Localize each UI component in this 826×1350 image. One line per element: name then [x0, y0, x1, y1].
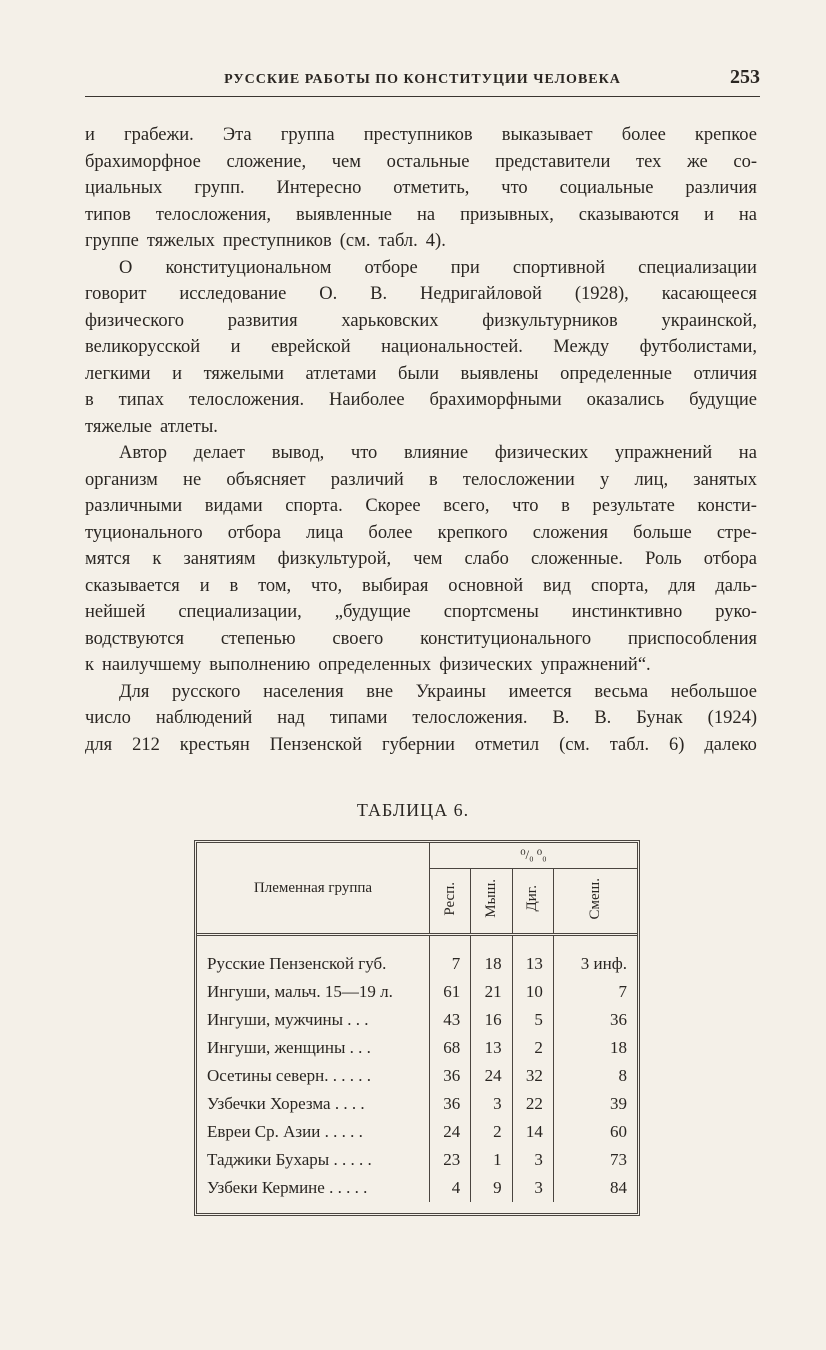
row-value: 16	[471, 1006, 512, 1034]
row-group-name: Евреи Ср. Азии . . . . .	[197, 1118, 430, 1146]
word: в	[428, 469, 438, 490]
column-header-label: Диг.	[524, 885, 541, 912]
row-value: 36	[430, 1090, 471, 1118]
word: говорит	[85, 284, 147, 304]
text-line	[85, 520, 757, 547]
word: О.	[319, 284, 338, 304]
word: (см.	[559, 734, 590, 755]
word: развития	[227, 310, 298, 331]
word: отметил	[474, 734, 540, 755]
row-value: 8	[553, 1062, 637, 1090]
word: В.	[552, 708, 570, 728]
row-value: 39	[553, 1090, 637, 1118]
word: конституционального	[420, 628, 592, 649]
word: занятиям	[183, 549, 256, 569]
word: имеется	[508, 681, 572, 702]
word: же	[686, 151, 708, 172]
word: результате	[592, 496, 675, 516]
word: В.	[370, 284, 388, 304]
word: даль-	[715, 575, 757, 596]
word: крепкое	[694, 125, 757, 145]
row-value: 2	[512, 1034, 553, 1062]
word: сложенные.	[530, 549, 624, 569]
word: своего	[332, 628, 384, 649]
row-value: 84	[553, 1174, 637, 1202]
word: национальностей.	[381, 337, 523, 357]
text-line	[85, 334, 757, 361]
word: тяжелые	[85, 416, 152, 437]
word: Между	[553, 337, 610, 357]
running-title: РУССКИЕ РАБОТЫ ПО КОНСТИТУЦИИ ЧЕЛОВЕКА	[224, 72, 621, 87]
word: выбирая	[361, 575, 429, 596]
word: для	[85, 734, 113, 755]
word: телосложении	[462, 469, 575, 490]
word: типами	[329, 708, 388, 728]
word: конституциональном	[165, 257, 332, 278]
word: Украины	[415, 681, 486, 702]
word: русского	[172, 681, 241, 702]
group-column-header: Племенная группа	[197, 843, 430, 935]
word: атлетами	[305, 363, 377, 384]
word: типах	[118, 390, 165, 410]
row-value: 7	[430, 935, 471, 979]
column-header-label: Смеш.	[586, 877, 603, 920]
table-row	[197, 1062, 637, 1090]
row-value: 3	[512, 1174, 553, 1202]
word: сказываются	[578, 204, 679, 225]
word: что	[501, 178, 528, 198]
word: преступников	[363, 125, 473, 145]
word: более	[621, 125, 666, 145]
word: весьма	[594, 681, 649, 702]
table-row	[197, 1006, 637, 1034]
row-value: 18	[471, 935, 512, 979]
word: степенью	[220, 628, 296, 649]
word: крепкого	[437, 522, 508, 543]
row-group-name: Таджики Бухары . . . . .	[197, 1146, 430, 1174]
word: лица	[306, 522, 344, 543]
word: спортсмены	[443, 602, 539, 622]
column-header	[430, 868, 471, 934]
word: населения	[263, 681, 344, 702]
word: у	[600, 469, 610, 490]
word: выказывает	[501, 125, 593, 145]
row-value: 13	[471, 1034, 512, 1062]
row-group-name: Ингуши, мальч. 15—19 л.	[197, 978, 430, 1006]
word: делает	[193, 443, 246, 463]
table-row	[197, 978, 637, 1006]
word: циальных	[85, 178, 163, 198]
word: чем	[331, 151, 361, 172]
word: тех	[636, 151, 662, 172]
word: различными	[85, 496, 183, 516]
row-value: 32	[512, 1062, 553, 1090]
word: брахиморфными	[429, 390, 562, 410]
text-line	[85, 414, 757, 441]
word: телосложения.	[412, 708, 528, 728]
word: 212	[132, 734, 160, 755]
row-group-name: Ингуши, женщины . . .	[197, 1034, 430, 1062]
word: в	[85, 390, 94, 410]
word: табл.	[609, 734, 650, 755]
data-table	[194, 840, 640, 1216]
word: определенных	[318, 655, 432, 675]
row-value: 24	[471, 1062, 512, 1090]
table-row	[197, 935, 637, 979]
word: при	[450, 257, 480, 278]
row-value: 61	[430, 978, 471, 1006]
row-value: 2	[471, 1118, 512, 1146]
word: исследование	[179, 284, 287, 304]
body-text	[85, 122, 757, 758]
row-group-name: Русские Пензенской губ.	[197, 935, 430, 979]
row-value: 68	[430, 1034, 471, 1062]
word: организм	[85, 469, 158, 490]
word: на	[417, 204, 436, 225]
word: слабо	[464, 549, 509, 569]
word: водствуются	[85, 628, 184, 649]
word: основной	[448, 575, 524, 596]
word: отметить,	[393, 178, 470, 198]
text-line	[85, 440, 757, 467]
word: и	[172, 363, 182, 384]
row-value: 3	[471, 1090, 512, 1118]
word: консти-	[697, 496, 757, 516]
text-line	[85, 281, 757, 308]
word: харьковских	[341, 310, 439, 331]
text-line	[85, 255, 757, 282]
word: отбора	[227, 522, 281, 543]
word: в	[229, 575, 239, 596]
word: преступников	[222, 231, 332, 251]
word: наилучшему	[102, 655, 202, 675]
word: выявлены	[460, 363, 539, 384]
text-line	[85, 599, 757, 626]
word: Пензенской	[269, 734, 363, 755]
word: табл.	[378, 231, 418, 251]
word: специализации	[638, 257, 757, 278]
word: были	[398, 363, 439, 384]
word: „будущие	[334, 602, 411, 622]
word: к	[85, 655, 94, 675]
word: чем	[413, 549, 443, 569]
word: упражнений	[614, 443, 713, 463]
row-value: 7	[553, 978, 637, 1006]
text-line	[85, 308, 757, 335]
row-value: 23	[430, 1146, 471, 1174]
table-row	[197, 1174, 637, 1202]
word: упражнений“.	[540, 655, 651, 675]
row-group-name: Узбечки Хорезма . . . .	[197, 1090, 430, 1118]
word: больше	[633, 522, 692, 543]
text-line	[85, 387, 757, 414]
text-line	[85, 122, 757, 149]
word: великорусской	[85, 337, 201, 357]
column-header	[512, 868, 553, 934]
word: что	[350, 443, 378, 463]
text-line	[85, 202, 757, 229]
row-value: 43	[430, 1006, 471, 1034]
text-line	[85, 679, 757, 706]
word: выявленные	[295, 204, 393, 225]
column-header	[471, 868, 512, 934]
word: в	[561, 496, 570, 516]
table-title: ТАБЛИЦА 6.	[356, 800, 470, 820]
word: Эта	[222, 125, 252, 145]
word: 6)	[669, 734, 685, 755]
word: физкультурников	[482, 310, 618, 331]
word: телосложения,	[155, 204, 271, 225]
word: и	[199, 575, 210, 596]
word: спортивной	[512, 257, 606, 278]
word: на	[738, 204, 757, 225]
word: еврейской	[270, 337, 351, 357]
word: телосложения.	[188, 390, 305, 410]
word: Интересно	[276, 178, 362, 198]
word: и	[230, 337, 241, 357]
word: всего,	[443, 496, 490, 516]
word: выполнению	[209, 655, 311, 675]
word: видами	[204, 496, 263, 516]
word: типов	[85, 204, 131, 225]
word: (1928),	[574, 284, 629, 304]
word: остальные	[386, 151, 470, 172]
word: крестьян	[179, 734, 250, 755]
word: Автор	[119, 443, 167, 463]
word: и	[85, 125, 95, 145]
word: вне	[366, 681, 394, 702]
text-line	[85, 149, 757, 176]
word: различия	[685, 178, 757, 198]
word: призывных,	[460, 204, 554, 225]
word: группа	[280, 125, 335, 145]
word: влияние	[403, 443, 469, 463]
word: Наиболее	[329, 390, 405, 410]
row-group-name: Осетины северн. . . . . .	[197, 1062, 430, 1090]
word: вид	[543, 575, 572, 596]
text-line	[85, 626, 757, 653]
row-value: 60	[553, 1118, 637, 1146]
word: сложения	[532, 522, 609, 543]
row-value: 36	[430, 1062, 471, 1090]
word: 4).	[425, 231, 446, 251]
word: социальные	[559, 178, 654, 198]
word: со-	[733, 151, 757, 172]
page-number: 253	[730, 66, 760, 88]
word: приспособления	[627, 628, 757, 649]
word: касающееся	[661, 284, 757, 304]
word: том,	[258, 575, 292, 596]
row-value: 3	[512, 1146, 553, 1174]
word: оказались	[586, 390, 665, 410]
word: отличия	[693, 363, 757, 384]
word: на	[738, 443, 757, 463]
word: сказывается	[85, 575, 180, 596]
word: далеко	[704, 734, 757, 755]
word: небольшое	[670, 681, 757, 702]
word: тяжелых	[146, 231, 215, 251]
table-row	[197, 1034, 637, 1062]
word: мятся	[85, 549, 131, 569]
word: занятых	[693, 469, 757, 490]
word: лиц,	[634, 469, 669, 490]
text-line	[85, 652, 757, 679]
text-line	[85, 732, 757, 759]
word: спорта.	[285, 496, 343, 516]
text-line	[85, 228, 757, 255]
text-line	[85, 467, 757, 494]
word: отбора	[703, 549, 757, 569]
text-line	[85, 361, 757, 388]
word: В.	[594, 708, 612, 728]
word: физических	[494, 443, 589, 463]
word: что,	[311, 575, 343, 596]
running-head	[85, 66, 760, 97]
word: групп.	[194, 178, 245, 198]
word: украинской,	[661, 310, 757, 331]
row-value: 3 инф.	[553, 935, 637, 979]
word: отборе	[364, 257, 418, 278]
text-line	[85, 705, 757, 732]
text-line	[85, 546, 757, 573]
word: О	[119, 257, 133, 278]
row-value: 18	[553, 1034, 637, 1062]
row-value: 1	[471, 1146, 512, 1174]
word: губернии	[382, 734, 455, 755]
word: нейшей	[85, 602, 146, 622]
row-value: 5	[512, 1006, 553, 1034]
word: физических	[439, 655, 533, 675]
word: спорта,	[590, 575, 649, 596]
word: и	[703, 204, 714, 225]
word: к	[152, 549, 162, 569]
word: сложение,	[226, 151, 307, 172]
word: атлеты.	[159, 416, 218, 437]
word: брахиморфное	[85, 151, 201, 172]
row-value: 14	[512, 1118, 553, 1146]
word: инстинктивно	[571, 602, 683, 622]
word: представители	[495, 151, 611, 172]
word: Недригайловой	[420, 284, 542, 304]
word: группе	[85, 231, 139, 251]
column-header-label: Мыш.	[482, 879, 499, 918]
row-value: 73	[553, 1146, 637, 1174]
word: Бунак	[636, 708, 683, 728]
word: для	[668, 575, 696, 596]
word: определенные	[560, 363, 672, 384]
word: объясняет	[226, 469, 306, 490]
word: наблюдений	[155, 708, 253, 728]
word: физического	[85, 310, 184, 331]
word: Скорее	[365, 496, 421, 516]
word: футболистами,	[639, 337, 757, 357]
column-header-label: Респ.	[441, 881, 458, 916]
row-value: 10	[512, 978, 553, 1006]
row-group-name: Узбеки Кермине . . . . .	[197, 1174, 430, 1202]
word: вывод,	[271, 443, 325, 463]
row-value: 13	[512, 935, 553, 979]
percent-header: ⁰/₀ ⁰₀	[430, 843, 638, 868]
word: (см.	[339, 231, 371, 251]
text-line	[85, 175, 757, 202]
word: тяжелыми	[203, 363, 284, 384]
word: более	[368, 522, 413, 543]
row-value: 4	[430, 1174, 471, 1202]
word: легкими	[85, 363, 151, 384]
word: специализации,	[178, 602, 302, 622]
table-row	[197, 1118, 637, 1146]
row-group-name: Ингуши, мужчины . . .	[197, 1006, 430, 1034]
word: туционального	[85, 522, 203, 543]
word: (1924)	[707, 708, 757, 728]
word: физкультурой,	[277, 549, 392, 569]
text-line	[85, 493, 757, 520]
text-line	[85, 573, 757, 600]
column-header	[553, 868, 637, 934]
word: различий	[330, 469, 404, 490]
word: стре-	[716, 522, 757, 543]
word: не	[183, 469, 202, 490]
table-row	[197, 1090, 637, 1118]
word: число	[85, 708, 131, 728]
row-value: 22	[512, 1090, 553, 1118]
word: грабежи.	[124, 125, 194, 145]
row-value: 36	[553, 1006, 637, 1034]
row-value: 21	[471, 978, 512, 1006]
row-value: 24	[430, 1118, 471, 1146]
word: Роль	[645, 549, 682, 569]
word: над	[277, 708, 305, 728]
row-value: 9	[471, 1174, 512, 1202]
word: будущие	[689, 390, 757, 410]
word: руко-	[715, 602, 757, 622]
table-row	[197, 1146, 637, 1174]
word: Для	[119, 681, 150, 702]
word: что	[512, 496, 539, 516]
